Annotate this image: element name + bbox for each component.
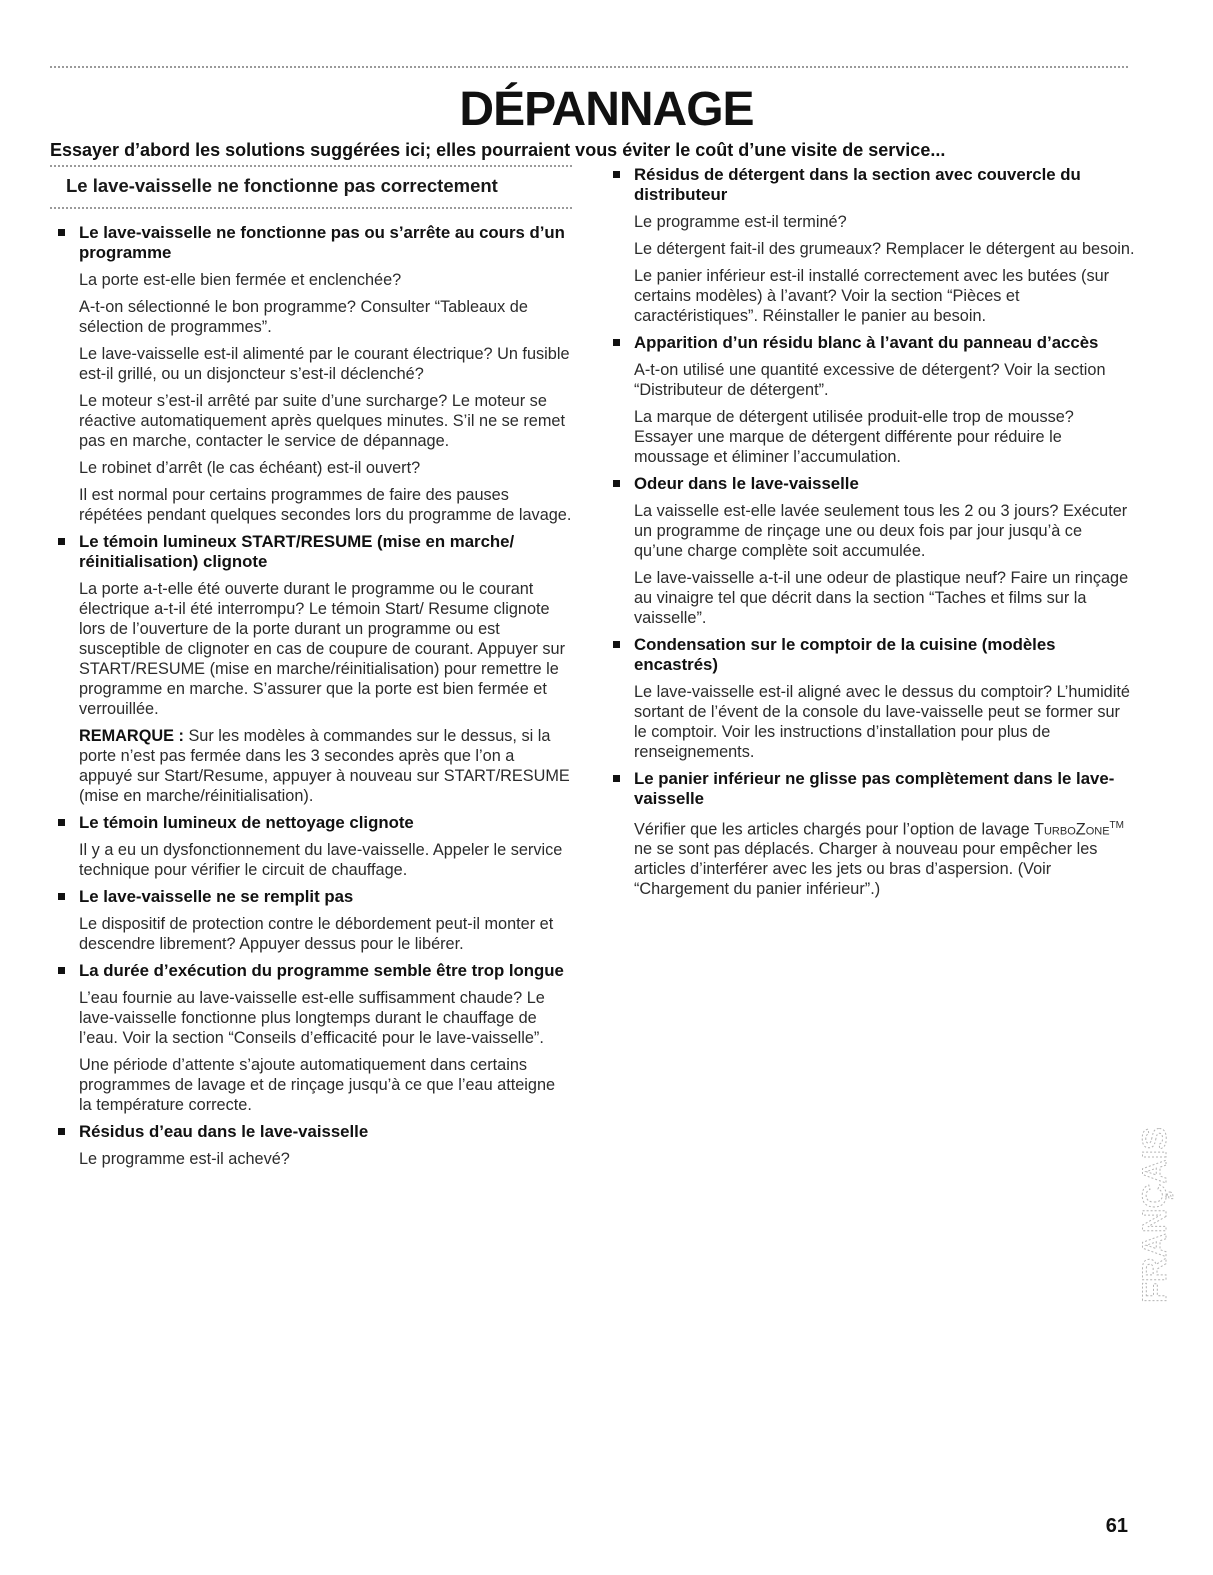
- square-bullet-icon: [613, 480, 620, 487]
- item-paragraph: Le lave-vaisselle est-il alimenté par le courant électrique? Un fusible est-il grillé, ou un disjoncteur s’est-il déclenché?: [79, 345, 570, 383]
- item-paragraph: Il y a eu un dysfonctionnement du lave-vaisselle. Appeler le service technique pour vérifier le circuit de chauffage.: [79, 841, 563, 879]
- square-bullet-icon: [613, 775, 620, 782]
- left-column: [50, 165, 572, 1176]
- item-paragraph: La marque de détergent utilisée produit-elle trop de mousse? Essayer une marque de détergent différente pour réduire le moussage et éliminer l’accumulation.: [634, 408, 1074, 466]
- item-paragraph: Le programme est-il terminé?: [634, 213, 847, 231]
- square-bullet-icon: [613, 171, 620, 178]
- troubleshoot-item: [605, 474, 1135, 628]
- item-heading: Odeur dans le lave-vaisselle: [634, 474, 859, 493]
- troubleshoot-item: [605, 769, 1135, 899]
- side-tab-graphic: [1136, 1085, 1184, 1345]
- item-heading: Le lave-vaisselle ne se remplit pas: [79, 887, 354, 906]
- troubleshoot-item: [50, 532, 572, 806]
- square-bullet-icon: [613, 641, 620, 648]
- item-heading: Le lave-vaisselle ne fonctionne pas ou s’arrête au cours d’un programme: [79, 223, 565, 262]
- item-paragraph: La vaisselle est-elle lavée seulement tous les 2 ou 3 jours? Exécuter un programme de rinçage une ou deux fois par jour jusqu’à ce qu’une charge complète soit accumulée.: [634, 502, 1128, 560]
- side-tab-label: FRANÇAIS: [1136, 1127, 1174, 1303]
- right-column: [605, 165, 1135, 906]
- troubleshoot-item: [50, 223, 572, 525]
- item-paragraph: A-t-on utilisé une quantité excessive de détergent? Voir la section “Distributeur de détergent”.: [634, 361, 1106, 399]
- troubleshoot-item: [605, 333, 1135, 467]
- square-bullet-icon: [58, 1128, 65, 1135]
- square-bullet-icon: [58, 967, 65, 974]
- item-heading: Le panier inférieur ne glisse pas complètement dans le lave-vaisselle: [634, 769, 1115, 808]
- item-paragraph: Le robinet d’arrêt (le cas échéant) est-il ouvert?: [79, 459, 421, 477]
- item-paragraph: Une période d’attente s’ajoute automatiquement dans certains programmes de lavage et de rinçage jusqu’à ce que l’eau atteigne la température correcte.: [79, 1056, 556, 1114]
- item-paragraph: Le dispositif de protection contre le débordement peut-il monter et descendre librement? Appuyer dessus pour le libérer.: [79, 915, 554, 953]
- item-heading: Résidus d’eau dans le lave-vaisselle: [79, 1122, 369, 1141]
- item-paragraph: La porte est-elle bien fermée et enclenchée?: [79, 271, 402, 289]
- item-heading: Le témoin lumineux START/RESUME (mise en marche/ réinitialisation) clignote: [79, 532, 515, 571]
- item-heading: Résidus de détergent dans la section avec couvercle du distributeur: [634, 165, 1081, 204]
- square-bullet-icon: [613, 339, 620, 346]
- item-heading: Condensation sur le comptoir de la cuisine (modèles encastrés): [634, 635, 1056, 674]
- item-paragraph: Le lave-vaisselle a-t-il une odeur de plastique neuf? Faire un rinçage au vinaigre tel que décrit dans la section “Taches et films sur la vaisselle”.: [634, 569, 1129, 627]
- turbo-lead-text: Vérifier que les articles chargés pour l’option de lavage: [634, 820, 1035, 839]
- page-title: DÉPANNAGE: [459, 83, 754, 136]
- top-dotted-rule: [50, 66, 1128, 68]
- square-bullet-icon: [58, 893, 65, 900]
- item-paragraph: [634, 816, 1135, 899]
- troubleshoot-item: [50, 813, 572, 880]
- turbo-rest-text: ne se sont pas déplacés. Charger à nouveau pour empêcher les articles d’interférer avec les jets ou bras d’aspersion. (Voir “Chargement du panier inférieur”.): [634, 840, 1098, 899]
- turbozone-brand: TurboZone: [1034, 820, 1110, 839]
- section-title: Le lave-vaisselle ne fonctionne pas correctement: [66, 175, 498, 196]
- item-paragraph: Le panier inférieur est-il installé correctement avec les butées (sur certains modèles) à l’avant? Voir la section “Pièces et caractéristiques”. Réinstaller le panier au besoin.: [634, 267, 1110, 325]
- item-paragraph: Le moteur s’est-il arrêté par suite d’une surcharge? Le moteur se réactive automatiquement après quelques minutes. S’il ne se remet pas en marche, contacter le service de dépannage.: [79, 392, 565, 450]
- item-paragraph: Le détergent fait-il des grumeaux? Remplacer le détergent au besoin.: [634, 240, 1135, 258]
- item-heading: Le témoin lumineux de nettoyage clignote: [79, 813, 414, 832]
- item-heading: Apparition d’un résidu blanc à l’avant du panneau d’accès: [634, 333, 1099, 352]
- troubleshoot-item: [605, 165, 1135, 326]
- item-paragraph: Il est normal pour certains programmes de faire des pauses répétées pendant quelques secondes lors du programme de lavage.: [79, 486, 572, 524]
- item-paragraph: Le lave-vaisselle est-il aligné avec le dessus du comptoir? L’humidité sortant de l’évent de la console du lave-vaisselle peut se former sur le comptoir. Voir les instructions d’installation pour plus de renseignements.: [634, 683, 1130, 761]
- item-paragraph: Le programme est-il achevé?: [79, 1150, 290, 1168]
- item-paragraph: La porte a-t-elle été ouverte durant le programme ou le courant électrique a-t-il été interrompu? Le témoin Start/ Resume clignote lors de l’ouverture de la porte durant un programme ou est susceptible de clignoter en cas de coupure de courant. Appuyer sur START/RESUME (mise en marche/réinitialisation) pour remettre le programme en marche. S’assurer que la porte est bien fermée et verrouillée.: [79, 580, 566, 718]
- language-side-tab: [1136, 1085, 1184, 1345]
- item-paragraph: L’eau fournie au lave-vaisselle est-elle suffisamment chaude? Le lave-vaisselle fonctionne plus longtemps durant le chauffage de l’eau. Voir la section “Conseils d’efficacité pour le lave-vaisselle”.: [79, 989, 545, 1047]
- intro-text: Essayer d’abord les solutions suggérées ici; elles pourraient vous éviter le coût d’une visite de service...: [50, 140, 946, 160]
- troubleshoot-item: [50, 887, 572, 954]
- section-header: [50, 165, 572, 209]
- note-paragraph: [79, 726, 572, 806]
- note-text: Sur les modèles à commandes sur le dessus, si la porte n’est pas fermée dans les 3 secondes après que l’on a appuyé sur Start/Resume, appuyer à nouveau sur START/RESUME (mise en marche/réinitialisation).: [79, 727, 570, 805]
- trademark-mark: TM: [1109, 820, 1124, 831]
- square-bullet-icon: [58, 819, 65, 826]
- note-label: REMARQUE :: [79, 727, 184, 745]
- square-bullet-icon: [58, 538, 65, 545]
- troubleshoot-item: [50, 961, 572, 1115]
- item-paragraph: A-t-on sélectionné le bon programme? Consulter “Tableaux de sélection de programmes”.: [79, 298, 528, 336]
- troubleshoot-item: [50, 1122, 572, 1169]
- item-heading: La durée d’exécution du programme semble être trop longue: [79, 961, 564, 980]
- square-bullet-icon: [58, 229, 65, 236]
- troubleshoot-item: [605, 635, 1135, 762]
- page-number: 61: [1105, 1515, 1128, 1537]
